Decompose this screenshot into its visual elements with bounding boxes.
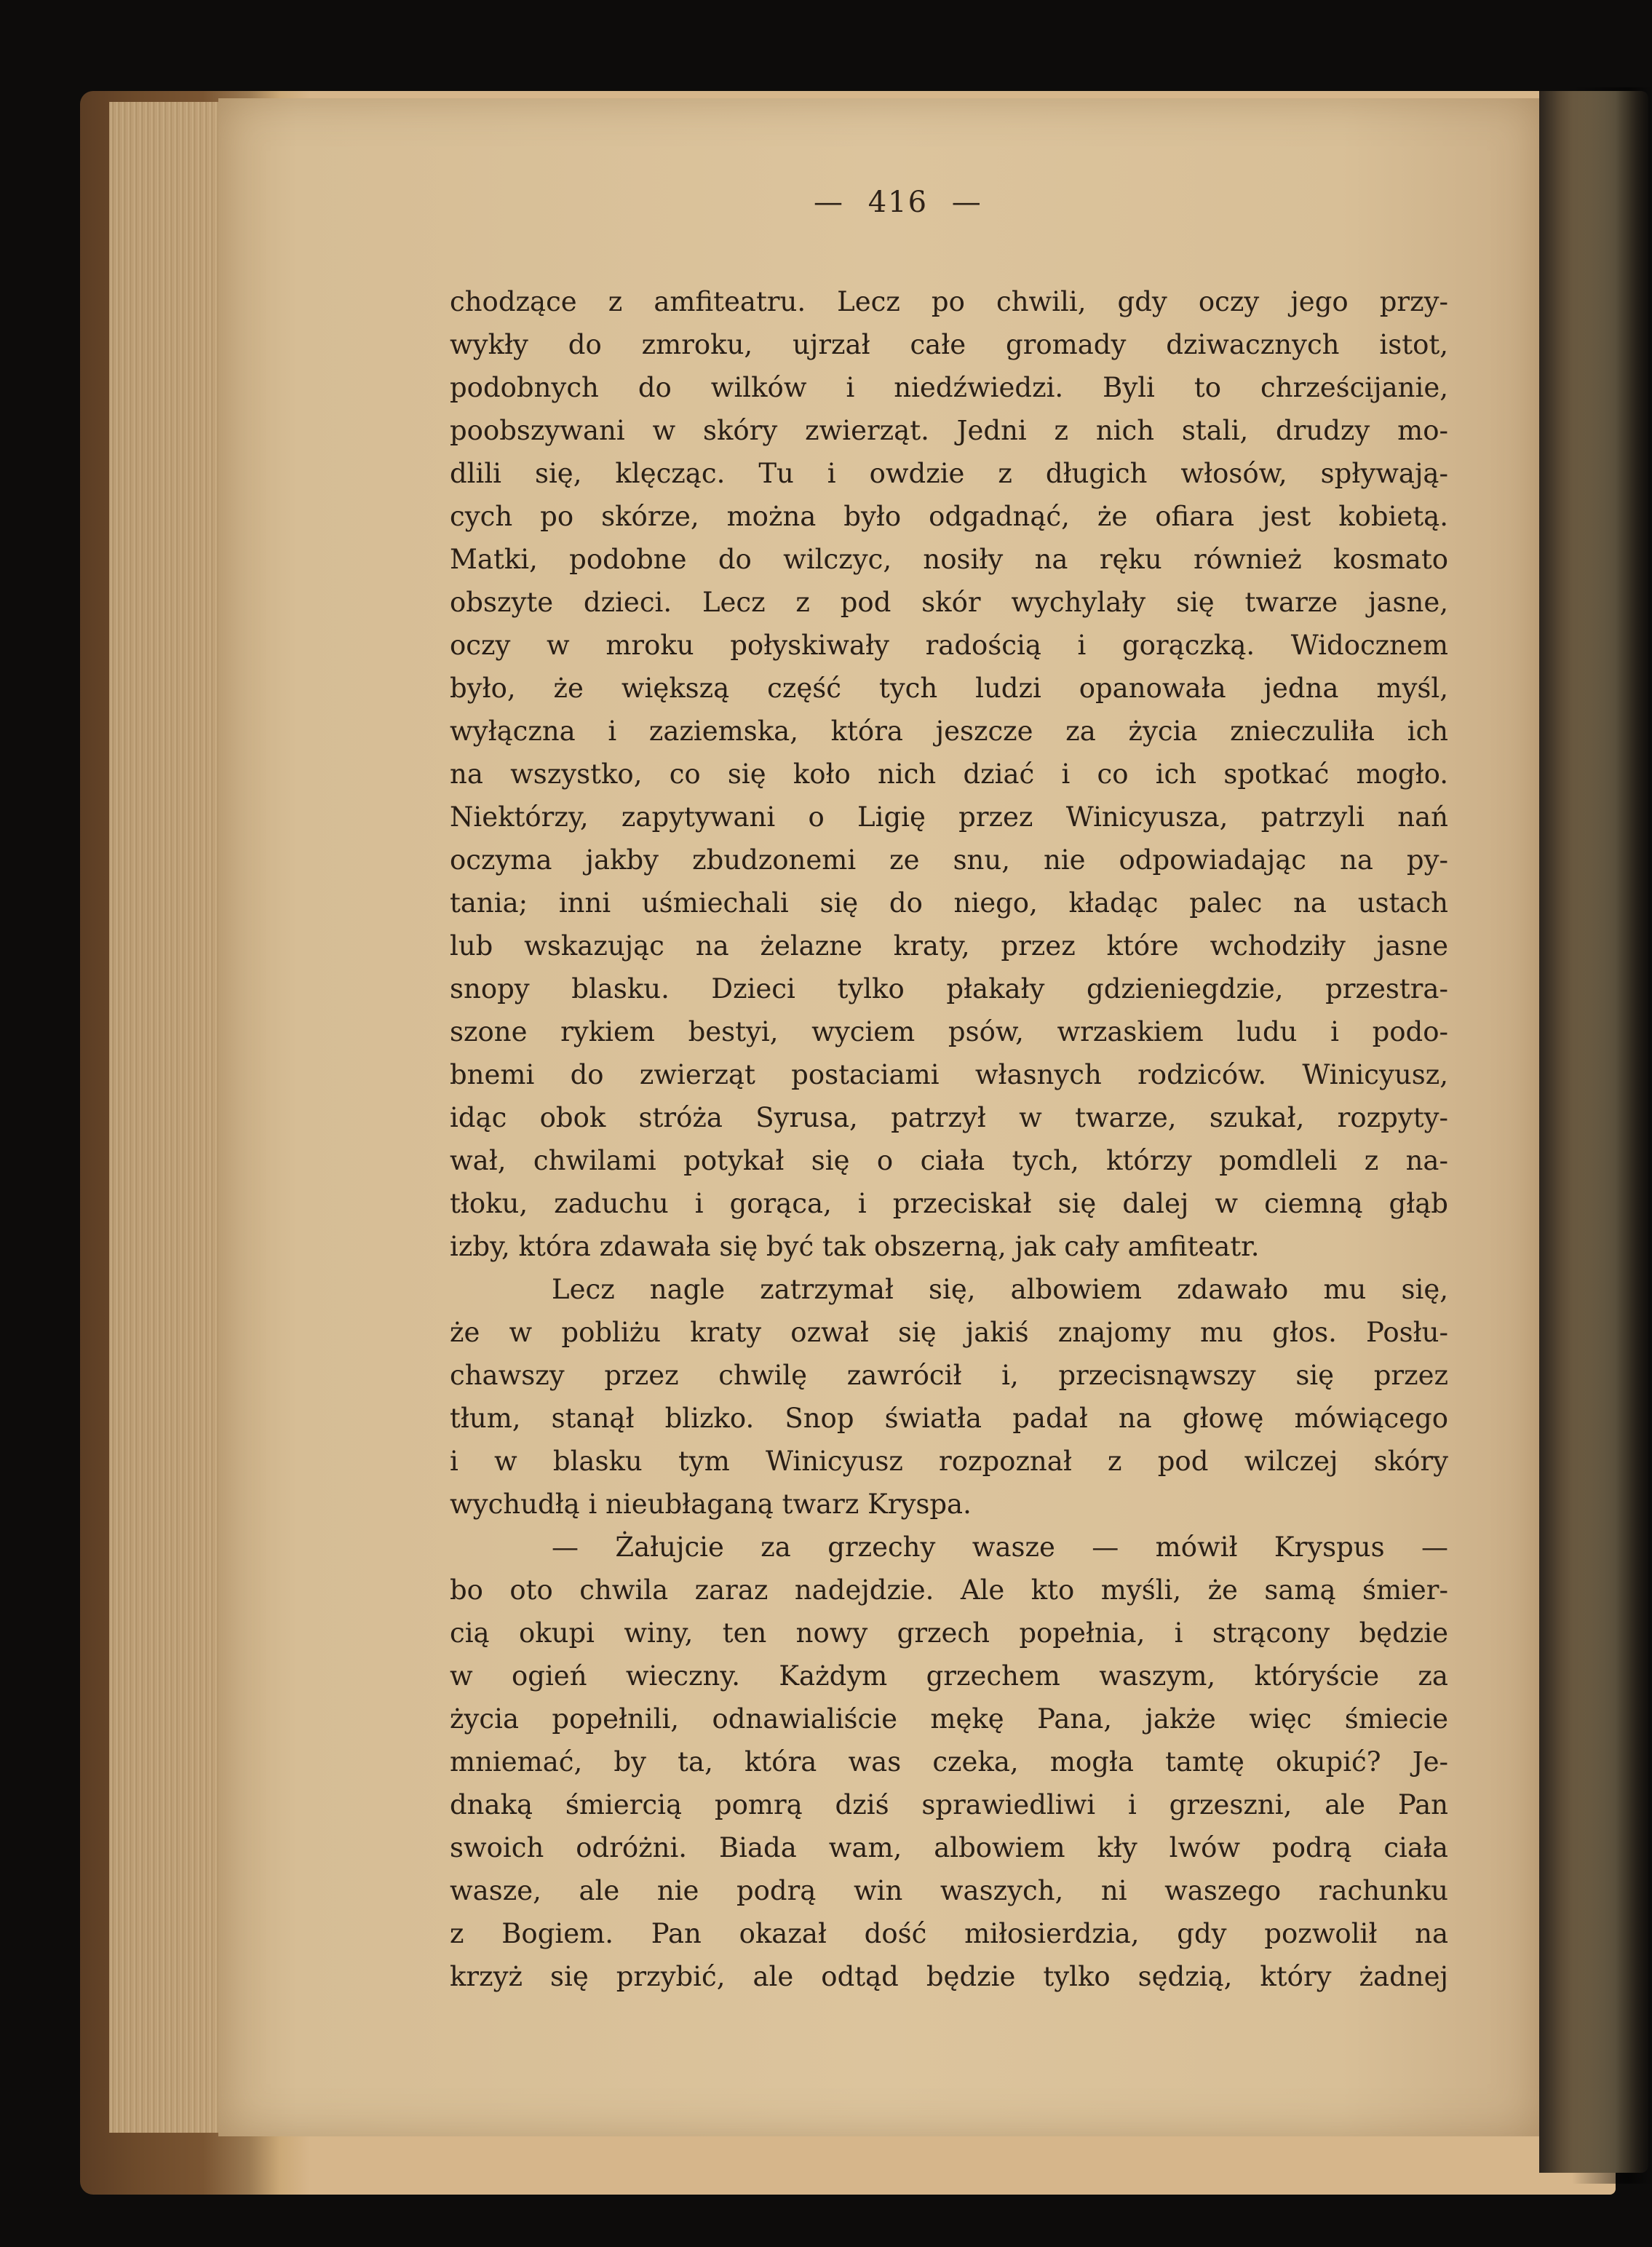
text-line: wychudłą i nieubłaganą twarz Kryspa. <box>450 1489 972 1520</box>
text-line: poobszywani w skóry zwierząt. Jedni z nich stali, drudzy mo- <box>450 415 1448 446</box>
text-line: cią okupi winy, ten nowy grzech popełnia, i strącony będzie <box>450 1617 1448 1649</box>
text-line: swoich odróżni. Biada wam, albowiem kły lwów podrą ciała <box>450 1832 1448 1863</box>
text-line: cych po skórze, można było odgadnąć, że ofiara jest kobietą. <box>450 501 1448 532</box>
page-edges <box>109 102 233 2133</box>
text-line: było, że większą część tych ludzi opanowała jedna myśl, <box>450 673 1448 704</box>
text-line: bo oto chwila zaraz nadejdzie. Ale kto myśli, że samą śmier- <box>450 1574 1448 1606</box>
header-dash-left: — <box>814 186 844 219</box>
text-line: snopy blasku. Dzieci tylko płakały gdzieniegdzie, przestra- <box>450 973 1448 1004</box>
text-line: idąc obok stróża Syrusa, patrzył w twarze, szukał, rozpyty- <box>450 1102 1448 1133</box>
text-line: tłoku, zaduchu i gorąca, i przeciskał się dalej w ciemną głąb <box>450 1188 1448 1219</box>
text-line: mniemać, by ta, która was czeka, mogła tamtę okupić? Je- <box>450 1746 1448 1778</box>
text-line: wykły do zmroku, ujrzał całe gromady dziwacznych istot, <box>450 329 1448 360</box>
text-line: wasze, ale nie podrą win waszych, ni waszego rachunku <box>450 1875 1448 1906</box>
text-line: wyłączna i zaziemska, która jeszcze za życia znieczuliła ich <box>450 716 1448 747</box>
text-line: Lecz nagle zatrzymał się, albowiem zdawało mu się, <box>552 1274 1448 1305</box>
text-line: na wszystko, co się koło nich dziać i co ich spotkać mogło. <box>450 758 1448 790</box>
body-text <box>450 280 1448 1998</box>
text-line: lub wskazując na żelazne kraty, przez które wchodziły jasne <box>450 930 1448 962</box>
page-number: 416 <box>867 186 929 219</box>
text-line: izby, która zdawała się być tak obszerną, jak cały amfiteatr. <box>450 1231 1260 1262</box>
right-shadow <box>1572 87 1652 2184</box>
text-line: dnaką śmiercią pomrą dziś sprawiedliwi i grzeszni, ale Pan <box>450 1789 1448 1820</box>
text-line: tania; inni uśmiechali się do niego, kładąc palec na ustach <box>450 887 1448 919</box>
page-header <box>801 186 996 219</box>
text-line: Niektórzy, zapytywani o Ligię przez Winicyusza, patrzyli nań <box>450 801 1448 833</box>
text-line: krzyż się przybić, ale odtąd będzie tylko sędzią, który żadnej <box>450 1961 1448 1992</box>
text-line: szone rykiem bestyi, wyciem psów, wrzaskiem ludu i podo- <box>450 1016 1448 1047</box>
text-line: w ogień wieczny. Każdym grzechem waszym, któryście za <box>450 1660 1448 1692</box>
text-line: że w pobliżu kraty ozwał się jakiś znajomy mu głos. Posłu- <box>450 1317 1448 1348</box>
text-line: tłum, stanął blizko. Snop światła padał na głowę mówiącego <box>450 1403 1448 1434</box>
text-line: chodzące z amfiteatru. Lecz po chwili, gdy oczy jego przy- <box>450 286 1448 317</box>
text-line: i w blasku tym Winicyusz rozpoznał z pod wilczej skóry <box>450 1446 1448 1477</box>
text-line: wał, chwilami potykał się o ciała tych, którzy pomdleli z na- <box>450 1145 1448 1176</box>
text-line: dlili się, klęcząc. Tu i owdzie z długich włosów, spływają- <box>450 458 1448 489</box>
text-line: oczy w mroku połyskiwały radością i gorączką. Widocznem <box>450 630 1448 661</box>
text-line: chawszy przez chwilę zawrócił i, przecisnąwszy się przez <box>450 1360 1448 1391</box>
text-line: bnemi do zwierząt postaciami własnych rodziców. Winicyusz, <box>450 1059 1448 1090</box>
text-line: oczyma jakby zbudzonemi ze snu, nie odpowiadając na py- <box>450 844 1448 876</box>
text-line: Matki, podobne do wilczyc, nosiły na ręku również kosmato <box>450 544 1448 575</box>
text-line: — Żałujcie za grzechy wasze — mówił Kryspus — <box>552 1531 1448 1563</box>
text-line: życia popełnili, odnawialiście mękę Pana, jakże więc śmiecie <box>450 1703 1448 1735</box>
text-line: z Bogiem. Pan okazał dość miłosierdzia, gdy pozwolił na <box>450 1918 1448 1949</box>
header-dash-right: — <box>951 186 982 219</box>
text-line: podobnych do wilków i niedźwiedzi. Byli to chrześcijanie, <box>450 372 1448 403</box>
text-line: obszyte dzieci. Lecz z pod skór wychylały się twarze jasne, <box>450 587 1448 618</box>
